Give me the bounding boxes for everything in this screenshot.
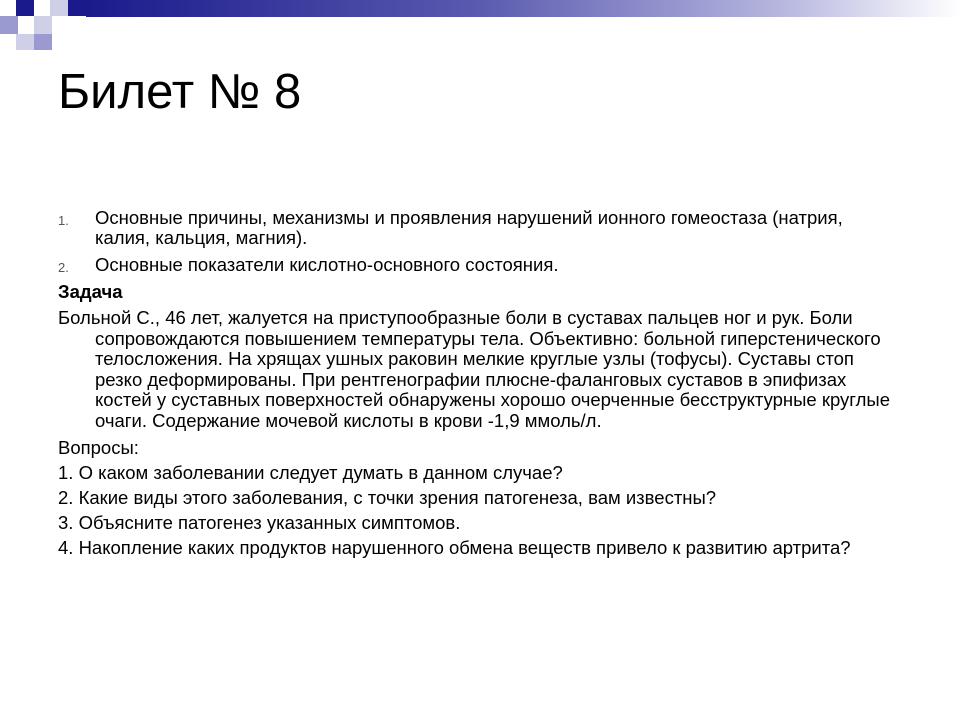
list-item-text: Основные причины, механизмы и проявления нарушений ионного гомеостаза (натрия, калия, кальция, магния). xyxy=(95,207,843,248)
deco-gradient-band xyxy=(86,0,960,17)
task-text: Больной С., 46 лет, жалуется на приступообразные боли в суставах пальцев ног и рук. Боли сопровождаются повышением температуры тела. Объективно: больной гиперстенического телосложения. На хрящах ушных раковин мелкие круглые узлы (тофусы). Суставы стоп резко деформированы. При рентгенографии плюсне-фаланговых суставов в эпифизах костей у суставных поверхностей обнаружены хорошо очерченные бесструктурные круглые очаги. Содержание мочевой кислоты в крови -1,9 ммоль/л. xyxy=(58,307,891,431)
question-item: 2. Какие виды этого заболевания, с точки зрения патогенеза, вам известны? xyxy=(58,487,717,508)
list-item-number: 2. xyxy=(58,260,69,275)
questions-heading: Вопросы: xyxy=(58,437,139,458)
list-item xyxy=(58,255,898,275)
question-item: 3. Объясните патогенез указанных симптомов. xyxy=(58,512,461,533)
slide-content xyxy=(58,208,898,563)
deco-square-dark xyxy=(68,0,86,16)
deco-square-mid xyxy=(0,16,18,34)
deco-square-light xyxy=(34,16,52,34)
list-item xyxy=(58,208,898,248)
list-item-text: Основные показатели кислотно-основного состояния. xyxy=(95,254,559,275)
slide-title: Билет № 8 xyxy=(58,65,302,119)
task-heading: Задача xyxy=(58,281,123,302)
deco-square-light xyxy=(16,34,34,50)
list-item-number: 1. xyxy=(58,213,69,228)
question-item: 1. О каком заболевании следует думать в данном случае? xyxy=(58,462,563,483)
deco-square-mid xyxy=(34,34,52,50)
deco-square-dark xyxy=(16,0,34,16)
question-item: 4. Накопление каких продуктов нарушенного обмена веществ привело к развитию артрита? xyxy=(58,537,851,558)
numbered-list xyxy=(58,208,898,275)
deco-square-light xyxy=(50,0,68,16)
header-decoration xyxy=(0,0,960,60)
